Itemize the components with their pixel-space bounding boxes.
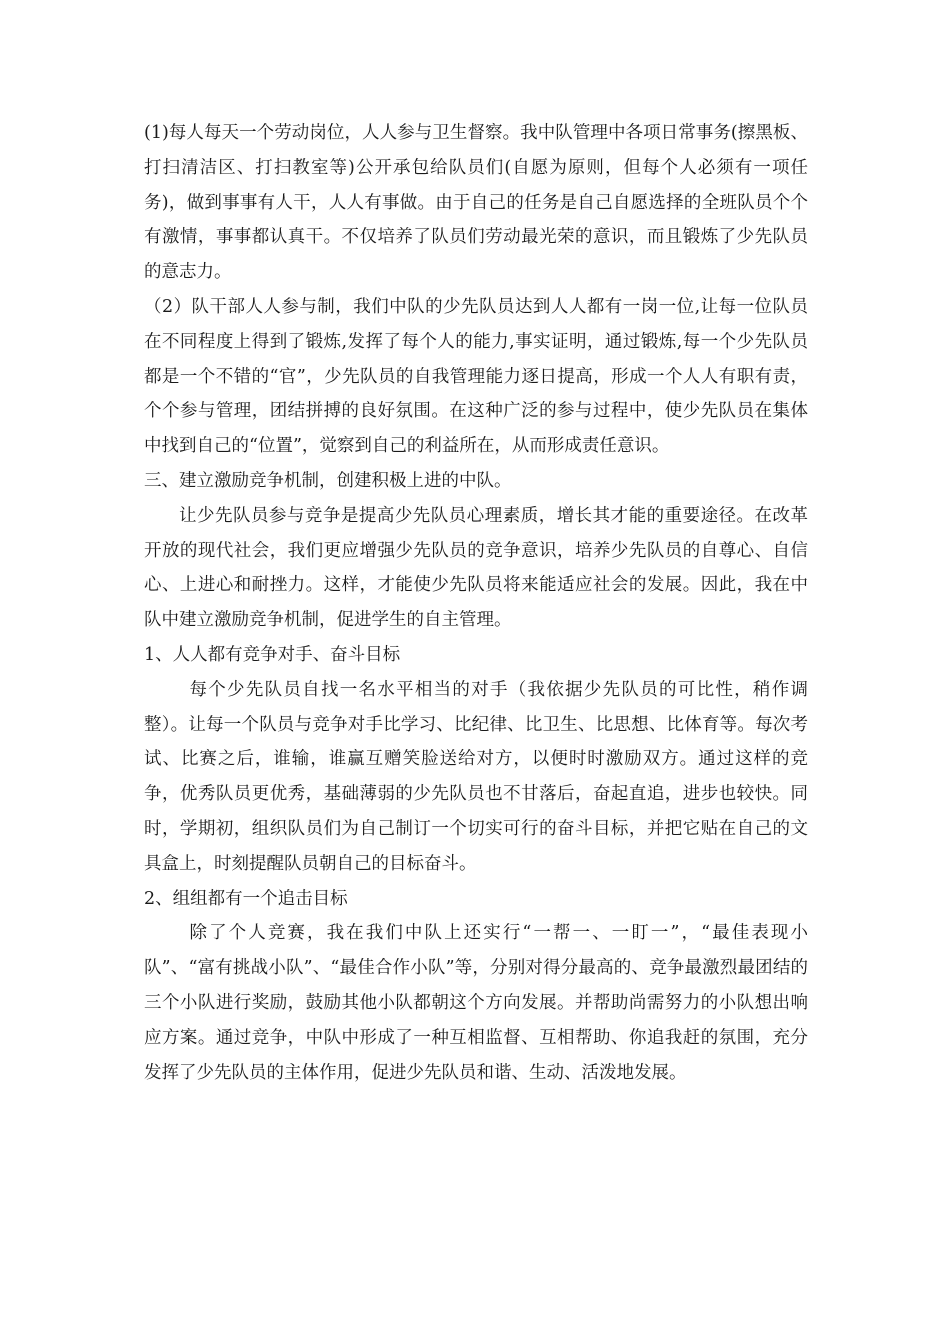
subheading-1: 1、人人都有竞争对手、奋斗目标 [144,644,401,665]
paragraph-duty-posts: (1)每人每天一个劳动岗位，人人参与卫生督察。我中队管理中各项日常事务(擦黑板、打扫清洁区、打扫教室等)公开承包给队员们(自愿为原则，但每个人必须有一项任务)，做到事事有人干，人人有事做。由于自己的任务是自己自愿选择的全班队员个个有激情，事事都认真干。不仅培养了队员们劳动最光荣的意识，而且锻炼了少先队员的意志力。 [144,123,808,283]
paragraph-cadre-system: （2）队干部人人参与制，我们中队的少先队员达到人人都有一岗一位,让每一位队员在不同程度上得到了锻炼,发挥了每个人的能力,事实证明，通过锻炼,每一个少先队员都是一个不错的“官”，少先队员的自我管理能力逐日提高，形成一个人人有职有责，个个参与管理，团结拼搏的良好氛围。在这种广泛的参与过程中，使少先队员在集体中找到自己的“位置”，觉察到自己的利益所在，从而形成责任意识。 [144,296,808,457]
paragraph-competition-intro: 让少先队员参与竞争是提高少先队员心理素质，增长其才能的重要途径。在改革开放的现代社会，我们更应增强少先队员的竞争意识，培养少先队员的自尊心、自信心、上进心和耐挫力。这样，才能使少先队员将来能适应社会的发展。因此，我在中队中建立激励竞争机制，促进学生的自主管理。 [144,505,808,631]
paragraph-group-competition: 除了个人竞赛，我在我们中队上还实行“一帮一、一盯一”，“最佳表现小队”、“富有挑战小队”、“最佳合作小队”等，分别对得分最高的、竞争最激烈最团结的三个小队进行奖励，鼓励其他小队都朝这个方向发展。并帮助尚需努力的小队想出响应方案。通过竞争，中队中形成了一种互相监督、互相帮助、你追我赶的氛围，充分发挥了少先队员的主体作用，促进少先队员和谐、生动、活泼地发展。 [144,923,808,1083]
paragraph-personal-rival: 每个少先队员自找一名水平相当的对手（我依据少先队员的可比性，稍作调整）。让每一个队员与竞争对手比学习、比纪律、比卫生、比思想、比体育等。每次考试、比赛之后，谁输，谁赢互赠笑脸送给对方，以便时时激励双方。通过这样的竞争，优秀队员更优秀，基础薄弱的少先队员也不甘落后，奋起直追，进步也较快。同时，学期初，组织队员们为自己制订一个切实可行的奋斗目标，并把它贴在自己的文具盒上，时刻提醒队员朝自己的目标奋斗。 [144,679,808,874]
document-body [144,116,808,1090]
section-heading-3: 三、建立激励竞争机制，创建积极上进的中队。 [144,470,512,491]
subheading-2: 2、组组都有一个追击目标 [144,888,348,909]
